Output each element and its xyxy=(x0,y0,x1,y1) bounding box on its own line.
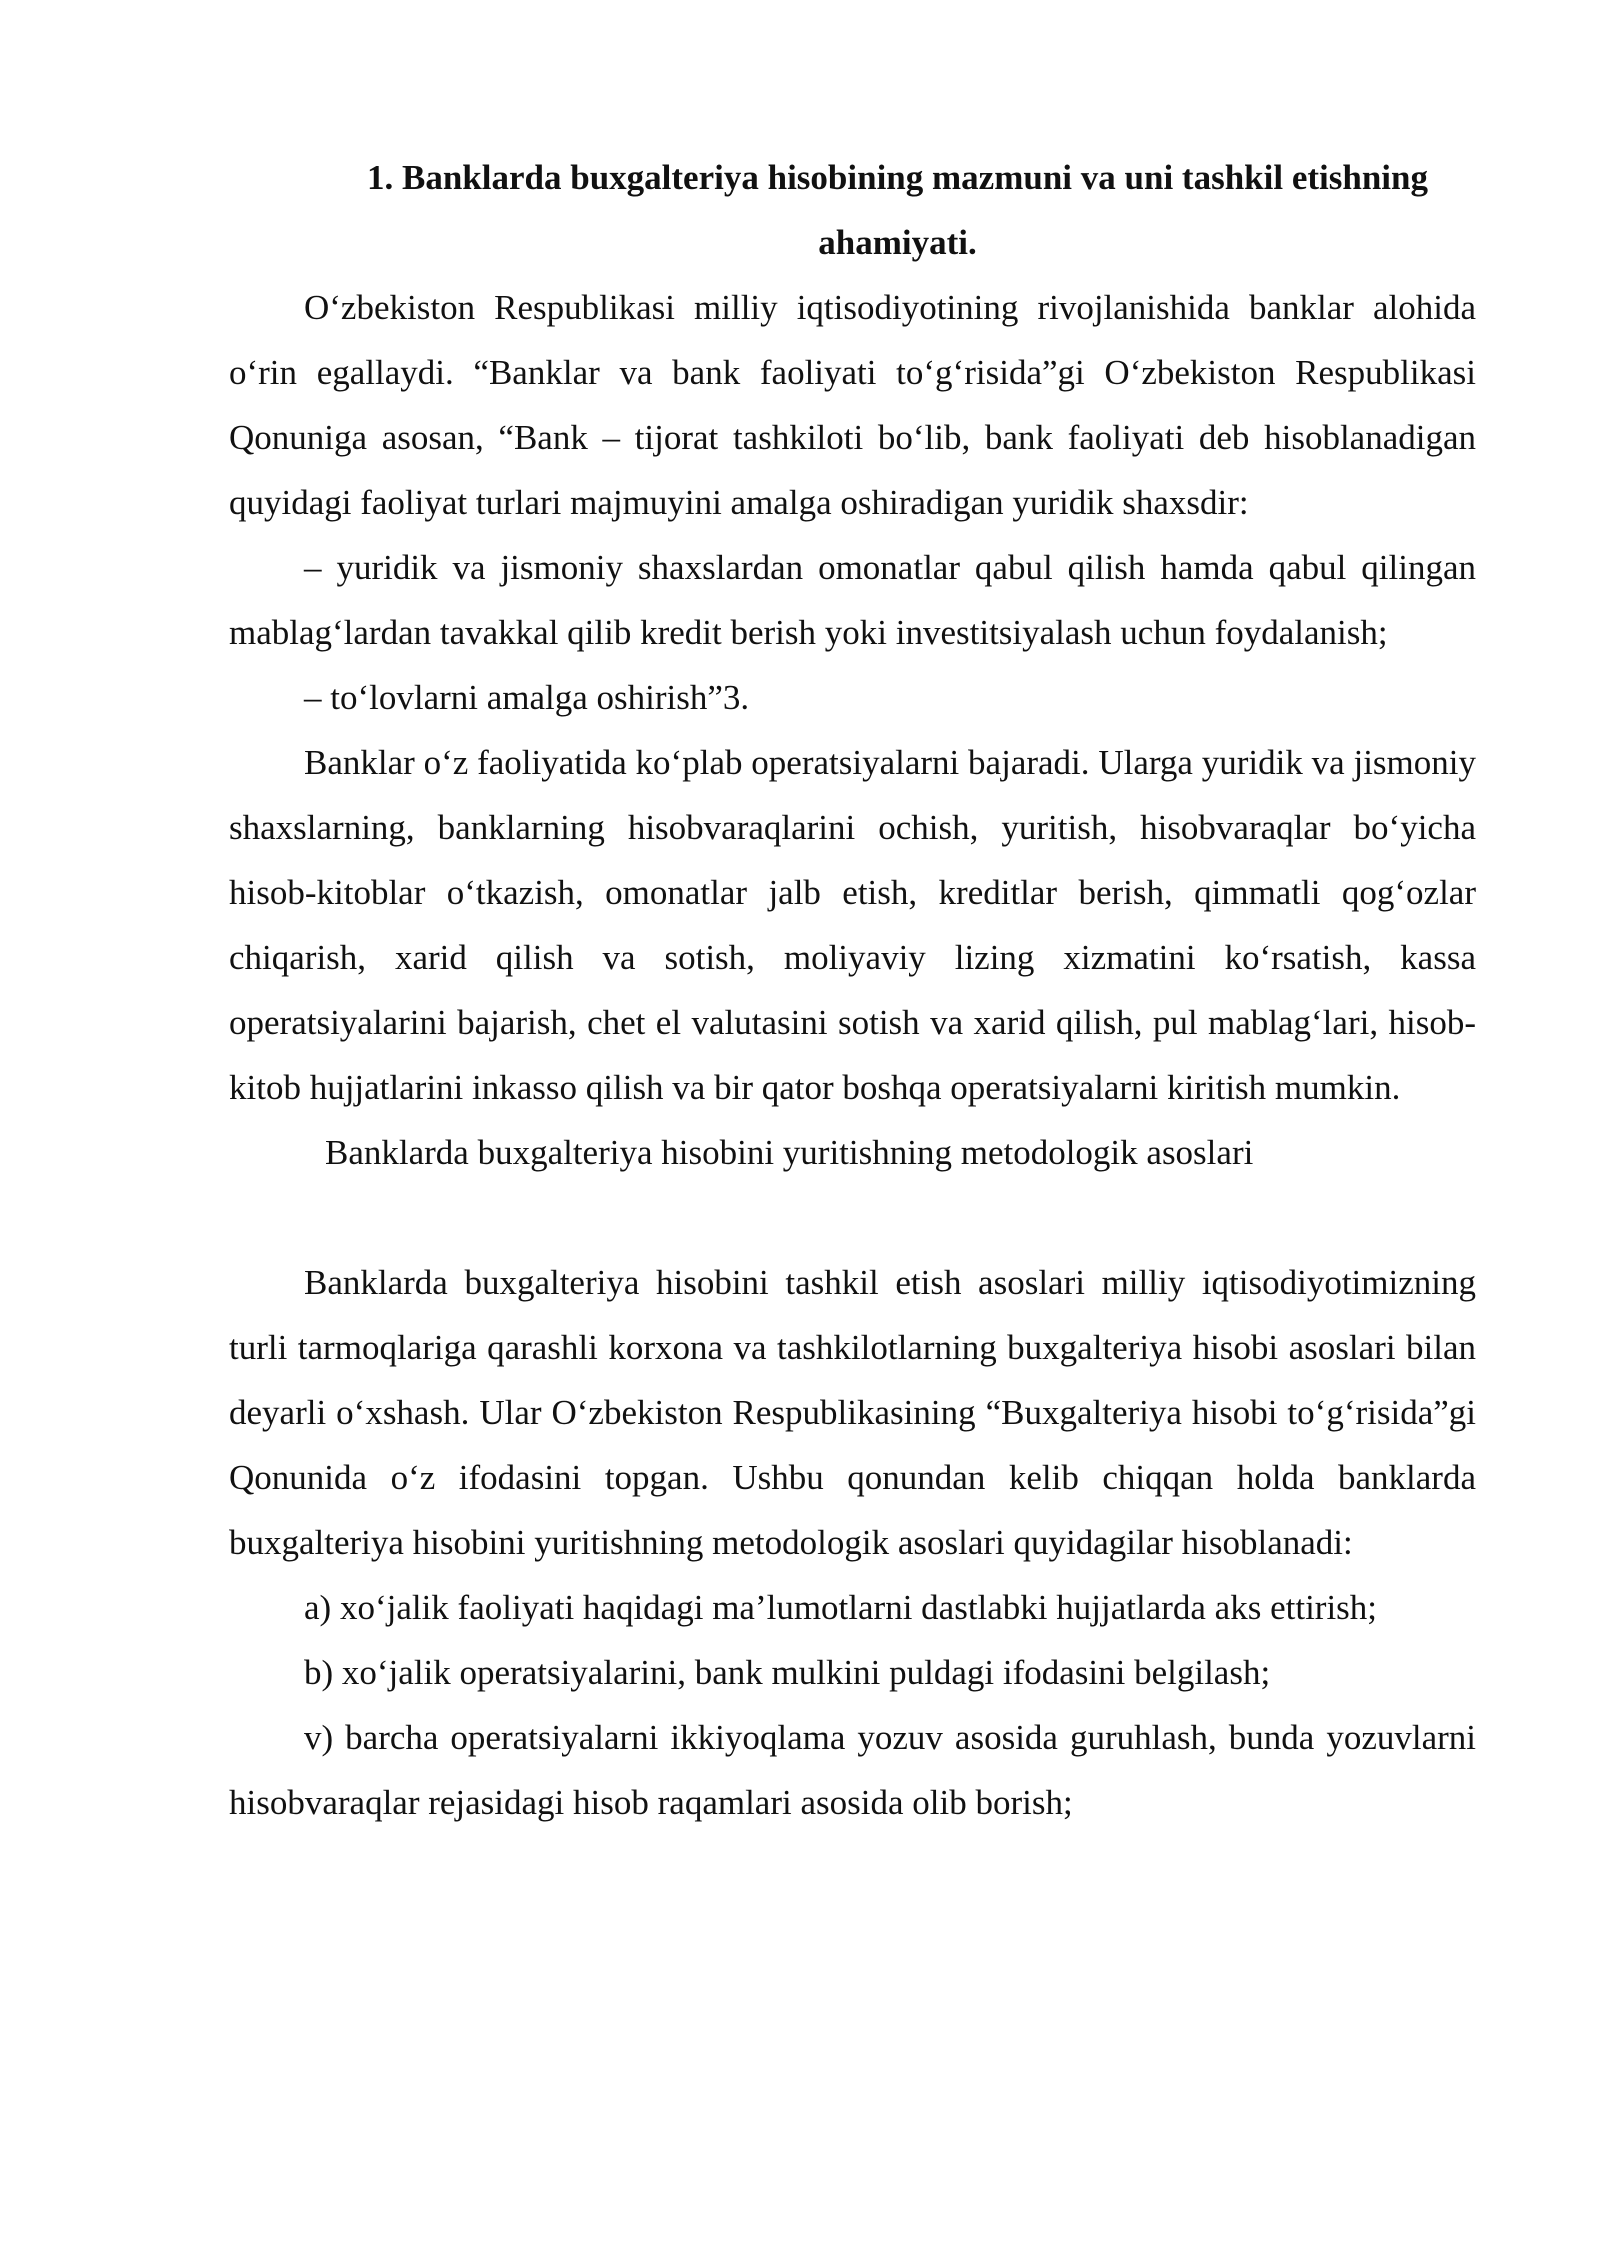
subsection-title: Banklarda buxgalteriya hisobini yuritishning metodologik asoslari xyxy=(325,1133,1254,1172)
paragraph-operations: Banklar o‘z faoliyatida ko‘plab operatsiyalarni bajaradi. Ularga yuridik va jismoniy shaxslarning, banklarning hisobvaraqlarini ochish, yuritish, hisobvaraqlar bo‘yicha hisob-kitoblar o‘tkazish, omonatlar jalb etish, kreditlar berish, qimmatli qog‘ozlar chiqarish, xarid qilish va sotish, moliyaviy lizing xizmatini ko‘rsatish, kassa operatsiyalarini bajarish, chet el valutasini sotish va xarid qilish, pul mablag‘lari, hisob-kitob hujjatlarini inkasso qilish va bir qator boshqa operatsiyalarni kiritish mumkin. xyxy=(229,743,1476,1107)
list-item-v: v) barcha operatsiyalarni ikkiyoqlama yozuv asosida guruhlash, bunda yozuvlarni hisobvaraqlar rejasidagi hisob raqamlari asosida olib borish; xyxy=(229,1718,1476,1822)
section-heading-line-1: 1. Banklarda buxgalteriya hisobining mazmuni va uni tashkil etishning xyxy=(367,158,1428,197)
paragraph-list-item-1: – yuridik va jismoniy shaxslardan omonatlar qabul qilish hamda qabul qilingan mablag‘lardan tavakkal qilib kredit berish yoki investitsiyalash uchun foydalanish; xyxy=(229,548,1476,652)
paragraph-methodology: Banklarda buxgalteriya hisobini tashkil etish asoslari milliy iqtisodiyotimizning turli tarmoqlariga qarashli korxona va tashkilotlarning buxgalteriya hisobi asoslari bilan deyarli o‘xshash. Ular O‘zbekiston Respublikasining “Buxgalteriya hisobi to‘g‘risida”gi Qonunida o‘z ifodasini topgan. Ushbu qonundan kelib chiqqan holda banklarda buxgalteriya hisobini yuritishning metodologik asoslari quyidagilar hisoblanadi: xyxy=(229,1263,1476,1562)
section-heading-line-2: ahamiyati. xyxy=(818,223,977,262)
document-body xyxy=(229,145,1476,1835)
blank-line xyxy=(229,1185,1476,1250)
section-heading xyxy=(229,145,1476,275)
paragraph-intro: O‘zbekiston Respublikasi milliy iqtisodiyotining rivojlanishida banklar alohida o‘rin egallaydi. “Banklar va bank faoliyati to‘g‘risida”gi O‘zbekiston Respublikasi Qonuniga asosan, “Bank – tijorat tashkiloti bo‘lib, bank faoliyati deb hisoblanadigan quyidagi faoliyat turlari majmuyini amalga oshiradigan yuridik shaxsdir: xyxy=(229,288,1476,522)
paragraph-list-item-2: – to‘lovlarni amalga oshirish”3. xyxy=(304,678,750,717)
list-item-a: a) xo‘jalik faoliyati haqidagi ma’lumotlarni dastlabki hujjatlarda aks ettirish; xyxy=(304,1588,1378,1627)
list-item-b: b) xo‘jalik operatsiyalarini, bank mulkini puldagi ifodasini belgilash; xyxy=(304,1653,1271,1692)
